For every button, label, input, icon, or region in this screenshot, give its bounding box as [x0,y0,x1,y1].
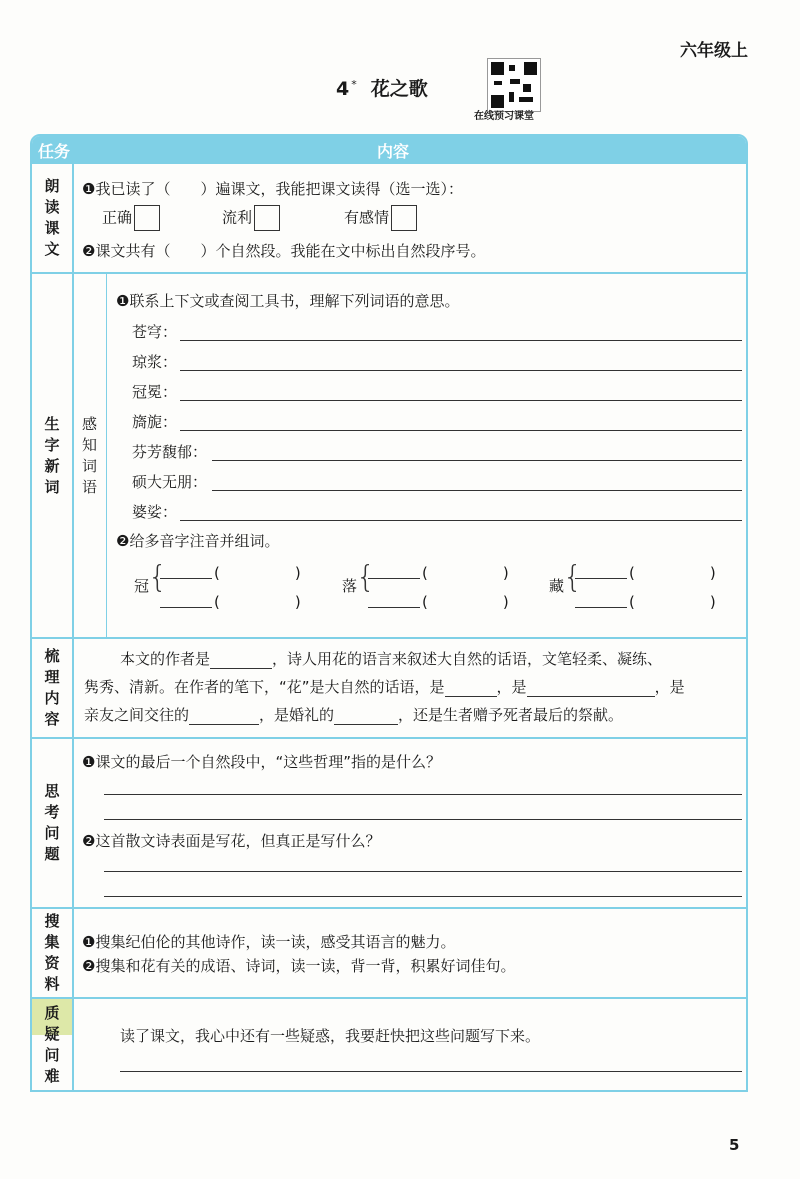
optional-star: * [351,77,357,91]
page-number: 5 [729,1136,740,1154]
reading-q2: ❷课文共有（ ）个自然段。我能在文中标出自然段序号。 [82,242,486,260]
collect-item-2: ❷搜集和花有关的成语、诗词，读一读，背一背，积累好词佳句。 [82,957,516,975]
fill-blank[interactable] [445,678,497,697]
pinyin-line[interactable] [368,607,420,608]
term-label: 芬芳馥郁： [132,443,208,461]
word-blank[interactable]: ( ) [214,564,301,582]
word-blank[interactable]: ( ) [422,593,509,611]
summary-line-3: 亲友之间交往的 ，是婚礼的 ，还是生者赠予死者最后的祭献。 [84,706,624,724]
word-blank[interactable]: ( ) [629,564,716,582]
term-label: 苍穹： [132,323,178,341]
summary-line-2: 隽秀、清新。在作者的笔下，“花”是大自然的话语，是 ，是 ，是 [84,678,685,696]
qr-code-icon[interactable] [487,58,541,112]
lesson-name: 花之歌 [370,78,428,100]
answer-line[interactable] [104,871,742,872]
task-table [30,134,748,1092]
table-header [32,136,746,162]
qr-caption: 在线预习课堂 [474,111,534,122]
brace-icon: { [148,560,168,595]
answer-line[interactable] [104,794,742,795]
checkbox-fluent[interactable] [254,205,280,231]
section-label: 搜集资料 [32,909,74,997]
fill-blank[interactable] [334,706,398,725]
term-label: 冠冕： [132,383,178,401]
pinyin-line[interactable] [575,578,627,579]
term-label: 旖旎： [132,413,178,431]
collect-item-1: ❶搜集纪伯伦的其他诗作，读一读，感受其语言的魅力。 [82,933,456,951]
poly-char: 冠 [134,577,150,595]
answer-line[interactable] [120,1071,742,1072]
checkbox-correct[interactable] [134,205,160,231]
option-fluent: 流利 [222,205,280,231]
answer-line[interactable] [104,819,742,820]
answer-line[interactable] [180,520,742,521]
grade-label: 六年级上 [680,41,748,61]
word-blank[interactable]: ( ) [422,564,509,582]
section-words [32,272,746,637]
brace-icon: { [356,560,376,595]
checkbox-emotion[interactable] [391,205,417,231]
sub-label: 感知词语 [74,274,107,637]
term-label: 婆娑： [132,503,178,521]
answer-line[interactable] [212,460,742,461]
header-task: 任务 [38,142,71,161]
answer-line[interactable] [180,340,742,341]
thinking-q2: ❷这首散文诗表面是写花，但真正是写什么？ [82,832,381,850]
word-blank[interactable]: ( ) [214,593,301,611]
fill-blank[interactable] [210,650,272,669]
pinyin-line[interactable] [368,578,420,579]
pinyin-line[interactable] [160,607,212,608]
pinyin-line[interactable] [160,578,212,579]
questions-prompt: 读了课文，我心中还有一些疑惑，我要赶快把这些问题写下来。 [120,1027,541,1045]
answer-line[interactable] [180,370,742,371]
pinyin-line[interactable] [575,607,627,608]
section-reading [32,162,746,272]
thinking-q1: ❶课文的最后一个自然段中，“这些哲理”指的是什么？ [82,753,441,771]
option-correct: 正确 [102,205,160,231]
answer-line[interactable] [104,896,742,897]
option-emotion: 有感情 [344,205,417,231]
lesson-title [336,74,428,101]
word-blank[interactable]: ( ) [629,593,716,611]
summary-line-1: 本文的作者是 ，诗人用花的语言来叙述大自然的话语，文笔轻柔、凝练、 [120,650,663,668]
reading-q1: ❶我已读了（ ）遍课文，我能把课文读得（选一选）： [82,180,463,198]
answer-line[interactable] [180,400,742,401]
poly-char: 落 [342,577,358,595]
fill-blank[interactable] [527,678,655,697]
section-label: 生字新词 [32,274,74,637]
answer-line[interactable] [212,490,742,491]
term-label: 琼浆： [132,353,178,371]
section-label: 朗读课文 [32,164,74,272]
section-questions [32,997,746,1090]
section-summary [32,637,746,737]
words-q1: ❶联系上下文或查阅工具书，理解下列词语的意思。 [116,292,460,310]
poly-char: 藏 [549,577,565,595]
words-q2: ❷给多音字注音并组词。 [116,532,280,550]
lesson-number: 4 [336,78,350,100]
section-label: 梳理内容 [32,639,74,737]
answer-line[interactable] [180,430,742,431]
fill-blank[interactable] [189,706,259,725]
term-label: 硕大无朋： [132,473,208,491]
section-thinking [32,737,746,907]
header-content: 内容 [377,142,410,161]
brace-icon: { [563,560,583,595]
section-collect [32,907,746,997]
section-label: 质疑问难 [32,999,74,1090]
section-label: 思考问题 [32,739,74,907]
